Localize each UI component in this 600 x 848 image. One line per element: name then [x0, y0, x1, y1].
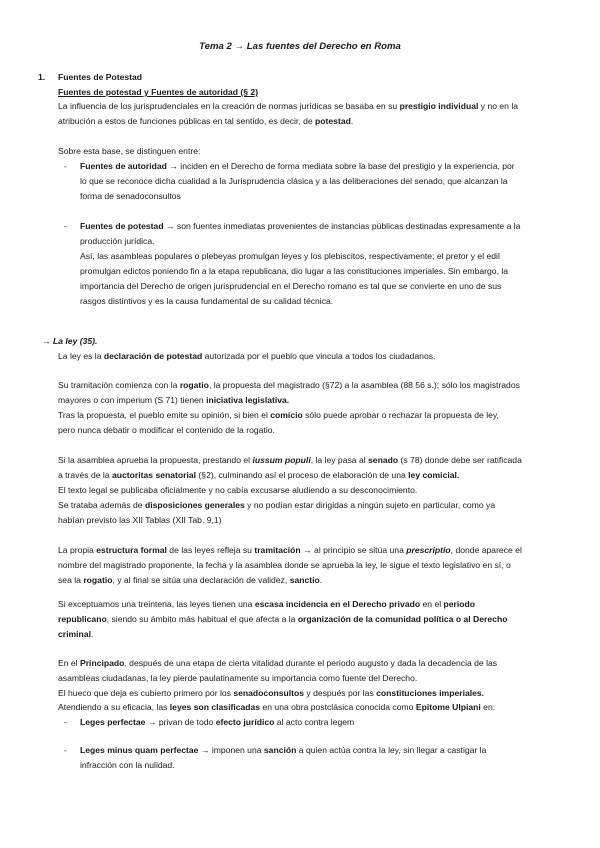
list-item-line: Fuentes de potestad → son fuentes inmediatas provenientes de instancias públicas destinadas expresamente a la — [80, 221, 521, 231]
paragraph-line: Se trataba además de disposiciones generales y no podían estar dirigidas a ningún sujeto en particular, como ya — [58, 500, 496, 510]
paragraph-line: Si exceptuamos una treintena, las leyes tienen una escasa incidencia en el Derecho privado en el periodo — [58, 599, 476, 609]
bullet-marker: - — [64, 161, 67, 171]
subsection-heading: → La ley (35). — [42, 336, 98, 346]
paragraph-line: Su tramitación comienza con la rogatio, la propuesta del magistrado (§72) a la asamblea (88 56 s.); sólo los magistrados — [58, 380, 520, 390]
section-number: 1. — [38, 72, 46, 82]
paragraph-line: El hueco que deja es cubierto primero por los senadoconsultos y después por las constituciones imperiales. — [58, 688, 485, 698]
paragraph-line: nombre del magistrado proponente, la fecha y la asamblea donde se aprueba la ley, le sigue el texto legislativo en sí, o — [58, 560, 511, 570]
paragraph-line: criminal. — [58, 629, 94, 639]
list-item-line: Fuentes de autoridad → inciden en el Derecho de forma mediata sobre la base del prestigio y la experiencia, por — [80, 161, 515, 171]
paragraph-line: sea la rogatio, y al final se sitúa una declaración de validez, sanctio. — [58, 575, 323, 585]
page-title: Tema 2 → Las fuentes del Derecho en Roma — [199, 41, 401, 52]
paragraph-line: La ley es la declaración de potestad autorizada por el pueblo que vincula a todos los ciudadanos. — [58, 351, 436, 361]
bullet-marker: - — [64, 717, 67, 727]
paragraph-line: pero nunca debatir o modificar el contenido de la rogatio. — [58, 425, 275, 435]
paragraph-line: habían previsto las XII Tablas (XII Tab. 9,1) — [58, 515, 222, 525]
list-item-line: producción jurídica. — [80, 236, 155, 246]
list-item-line: Así, las asambleas populares o plebeyas promulgan leyes y los plebiscitos, respectivamente; el pretor y el edil — [80, 251, 500, 261]
list-item-line: forma de senadoconsultos — [80, 191, 181, 201]
paragraph-line: atribución a estos de funciones públicas en tal sentido, es decir, de potestad. — [58, 116, 354, 126]
list-item-line: importancia del Derecho de origen jurisprudencial en el Derecho romano es tal que se convierte en uno de sus — [80, 281, 502, 291]
paragraph-line: a través de la auctoritas senatorial (§2), culminando así el proceso de elaboración de una ley comicial. — [58, 470, 460, 480]
paragraph-line: mayores o con imperium (S 71) tienen iniciativa legislativa. — [58, 395, 290, 405]
paragraph-line: La influencia de los jurisprudenciales en la creación de normas jurídicas se basaba en su prestigio individual y no en la — [58, 101, 519, 111]
list-item-line: Leges perfectae → privan de todo efecto jurídico al acto contra legem — [80, 717, 355, 727]
paragraph-line: En el Principado, después de una etapa de cierta vitalidad durante el periodo augusto y dada la decadencia de las — [58, 658, 498, 668]
paragraph-line: asambleas ciudadanas, la ley pierde paulatinamente su importancia como fuente del Derecho. — [58, 673, 418, 683]
paragraph-line: Si la asamblea aprueba la propuesta, prestando el iussum populi, la ley pasa al senado (s 78) donde debe ser ratificada — [58, 455, 522, 465]
paragraph-line: El texto legal se publicaba oficialmente y no cabía excusarse aludiendo a su desconocimiento. — [58, 485, 418, 495]
section-heading: Fuentes de Potestad — [58, 72, 143, 82]
paragraph-line: Atendiendo a su eficacia, las leyes son clasificadas en una obra postclásica conocida como Epitome Ulpiani en: — [58, 702, 496, 712]
paragraph-line: Sobre esta base, se distinguen entre: — [58, 146, 201, 156]
list-item-line: Leges minus quam perfectae → imponen una sanción a quien actúa contra la ley, sin llegar a castigar la — [80, 745, 487, 755]
list-item-line: lo que se reconoce dicha cualidad a la Jurisprudencia clásica y a las deliberaciones del senado, que alcanzan la — [80, 176, 508, 186]
paragraph-line: Tras la propuesta, el pueblo emite su opinión, si bien el comicio sólo puede aprobar o rechazar la propuesta de ley, — [58, 410, 499, 420]
list-item-line: rasgos distintivos y es la causa fundamental de su calidad técnica. — [80, 296, 334, 306]
paragraph-line: republicano, siendo su ámbito más habitual el que afecta a la organización de la comunidad política o al Derecho — [58, 614, 508, 624]
bullet-marker: - — [64, 745, 67, 755]
paragraph-line: La propia estructura formal de las leyes refleja su tramitación → al principio se sitúa una prescriptio, donde aparece el — [58, 545, 522, 555]
list-item-line: infracción con la nulidad. — [80, 760, 175, 770]
list-item-line: promulgan edictos poniendo fin a la etapa republicana, dio lugar a las constituciones imperiales. Sin embargo, la — [80, 266, 509, 276]
bullet-marker: - — [64, 221, 67, 231]
section-subheading: Fuentes de potestad y Fuentes de autoridad (§ 2) — [58, 87, 259, 97]
